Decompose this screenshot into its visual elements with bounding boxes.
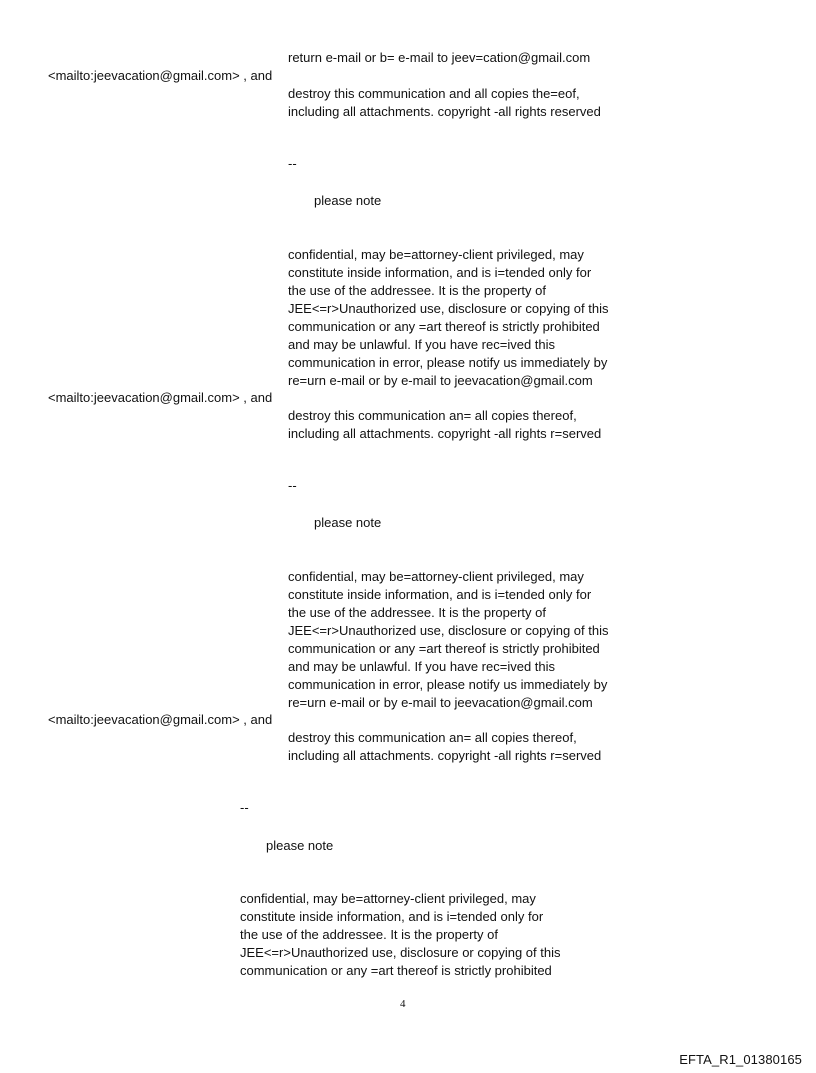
- body-line: JEE<=r>Unauthorized use, disclosure or copying of this: [288, 623, 609, 638]
- please-note-heading: please note: [266, 838, 334, 853]
- please-note-heading: please note: [314, 515, 382, 530]
- body-line: the use of the addressee. It is the property of: [240, 927, 498, 942]
- separator-dashes: --: [288, 478, 297, 493]
- body-line: confidential, may be=attorney-client privileged, may: [288, 247, 584, 262]
- body-line: including all attachments. copyright -all rights reserved: [288, 104, 601, 119]
- body-line: confidential, may be=attorney-client privileged, may: [288, 569, 584, 584]
- document-id-footer: EFTA_R1_01380165: [679, 1052, 802, 1067]
- separator-dashes: --: [240, 800, 249, 815]
- body-line: destroy this communication an= all copies thereof,: [288, 730, 577, 745]
- mailto-line: <mailto:jeevacation@gmail.com> , and: [48, 68, 273, 83]
- body-line: confidential, may be=attorney-client privileged, may: [240, 891, 536, 906]
- body-line: constitute inside information, and is i=tended only for: [288, 265, 592, 280]
- body-line: JEE<=r>Unauthorized use, disclosure or copying of this: [240, 945, 561, 960]
- body-line: communication or any =art thereof is strictly prohibited: [288, 641, 600, 656]
- body-line: re=urn e-mail or by e-mail to jeevacation@gmail.com: [288, 695, 593, 710]
- mailto-line: <mailto:jeevacation@gmail.com> , and: [48, 390, 273, 405]
- mailto-line: <mailto:jeevacation@gmail.com> , and: [48, 712, 273, 727]
- please-note-heading: please note: [314, 193, 382, 208]
- body-line: and may be unlawful. If you have rec=ived this: [288, 337, 556, 352]
- body-line: including all attachments. copyright -all rights r=served: [288, 426, 602, 441]
- body-line: destroy this communication and all copies the=eof,: [288, 86, 580, 101]
- separator-dashes: --: [288, 156, 297, 171]
- body-line: including all attachments. copyright -all rights r=served: [288, 748, 602, 763]
- body-line: and may be unlawful. If you have rec=ived this: [288, 659, 556, 674]
- body-line: communication in error, please notify us immediately by: [288, 355, 608, 370]
- body-line: communication in error, please notify us immediately by: [288, 677, 608, 692]
- page-number: 4: [400, 998, 406, 1010]
- body-line: communication or any =art thereof is strictly prohibited: [288, 319, 600, 334]
- body-line: communication or any =art thereof is strictly prohibited: [240, 963, 552, 978]
- body-line: return e-mail or b= e-mail to jeev=cation@gmail.com: [288, 50, 591, 65]
- body-line: re=urn e-mail or by e-mail to jeevacation@gmail.com: [288, 373, 593, 388]
- body-line: constitute inside information, and is i=tended only for: [240, 909, 544, 924]
- body-line: destroy this communication an= all copies thereof,: [288, 408, 577, 423]
- body-line: the use of the addressee. It is the property of: [288, 283, 546, 298]
- body-line: the use of the addressee. It is the property of: [288, 605, 546, 620]
- body-line: JEE<=r>Unauthorized use, disclosure or copying of this: [288, 301, 609, 316]
- body-line: constitute inside information, and is i=tended only for: [288, 587, 592, 602]
